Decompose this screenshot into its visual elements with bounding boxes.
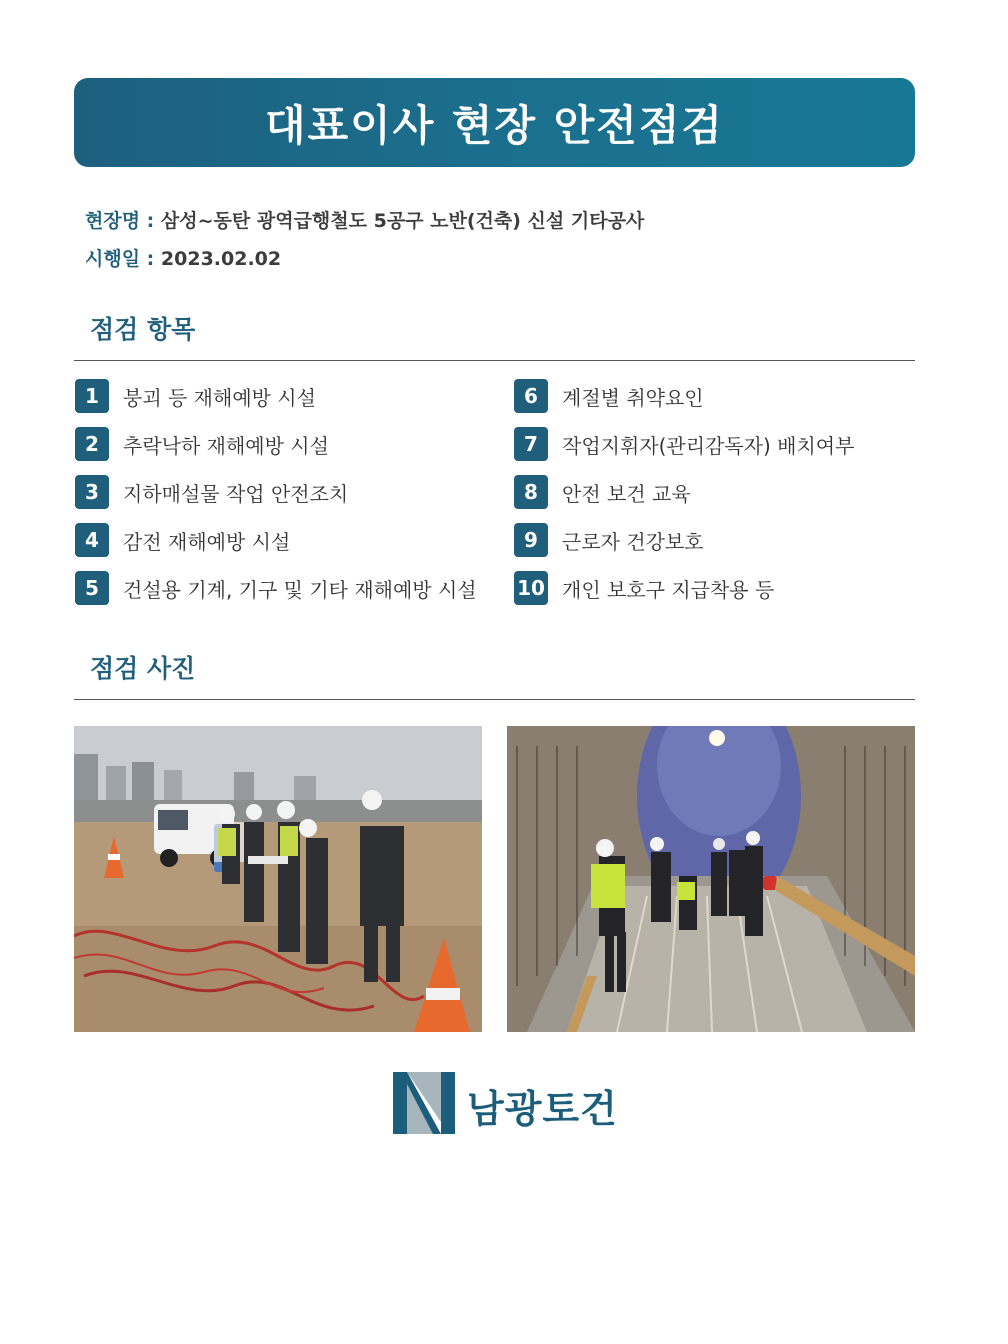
check-item (514, 378, 704, 414)
item-number-badge: 10 (514, 571, 548, 605)
date-info (85, 244, 281, 271)
company-n-logo-icon (393, 1072, 455, 1138)
item-label: 감전 재해예방 시설 (123, 529, 291, 554)
page-title: 대표이사 현장 안전점검 (265, 100, 724, 150)
inspection-photo-outdoor (74, 726, 482, 1032)
item-label: 건설용 기계, 기구 및 기타 재해예방 시설 (123, 577, 477, 602)
item-label: 작업지휘자(관리감독자) 배치여부 (562, 433, 855, 458)
item-number-badge: 7 (514, 427, 548, 461)
check-item (514, 522, 704, 558)
check-item (75, 474, 348, 510)
item-number-badge: 5 (75, 571, 109, 605)
check-item (75, 570, 477, 606)
check-item (75, 426, 329, 462)
item-label: 추락낙하 재해예방 시설 (123, 433, 329, 458)
site-value: 삼성~동탄 광역급행철도 5공구 노반(건축) 신설 기타공사 (160, 210, 645, 232)
date-value: 2023.02.02 (160, 248, 282, 270)
item-number-badge: 4 (75, 523, 109, 557)
company-name: 남광토건 (467, 1086, 618, 1131)
item-number-badge: 1 (75, 379, 109, 413)
item-number-badge: 8 (514, 475, 548, 509)
items-section-title: 점검 항목 (90, 315, 196, 344)
check-item (75, 378, 316, 414)
date-label: 시행일 : (85, 248, 155, 270)
company-logo (393, 1072, 618, 1138)
item-label: 개인 보호구 지급착용 등 (562, 577, 775, 602)
items-divider (74, 360, 915, 361)
item-number-badge: 2 (75, 427, 109, 461)
photos-section-title: 점검 사진 (90, 654, 196, 683)
item-label: 안전 보건 교육 (562, 481, 691, 506)
site-label: 현장명 : (85, 210, 155, 232)
check-item (514, 426, 854, 462)
item-number-badge: 6 (514, 379, 548, 413)
item-label: 붕괴 등 재해예방 시설 (123, 385, 316, 410)
item-label: 계절별 취약요인 (562, 385, 704, 410)
check-item (75, 522, 290, 558)
site-info (85, 206, 644, 233)
check-item (514, 570, 774, 606)
item-label: 근로자 건강보호 (562, 529, 704, 554)
photos-divider (74, 699, 915, 700)
check-item (514, 474, 691, 510)
inspection-photo-tunnel (507, 726, 915, 1032)
item-number-badge: 9 (514, 523, 548, 557)
title-banner (74, 78, 915, 167)
item-number-badge: 3 (75, 475, 109, 509)
item-label: 지하매설물 작업 안전조치 (123, 481, 349, 506)
